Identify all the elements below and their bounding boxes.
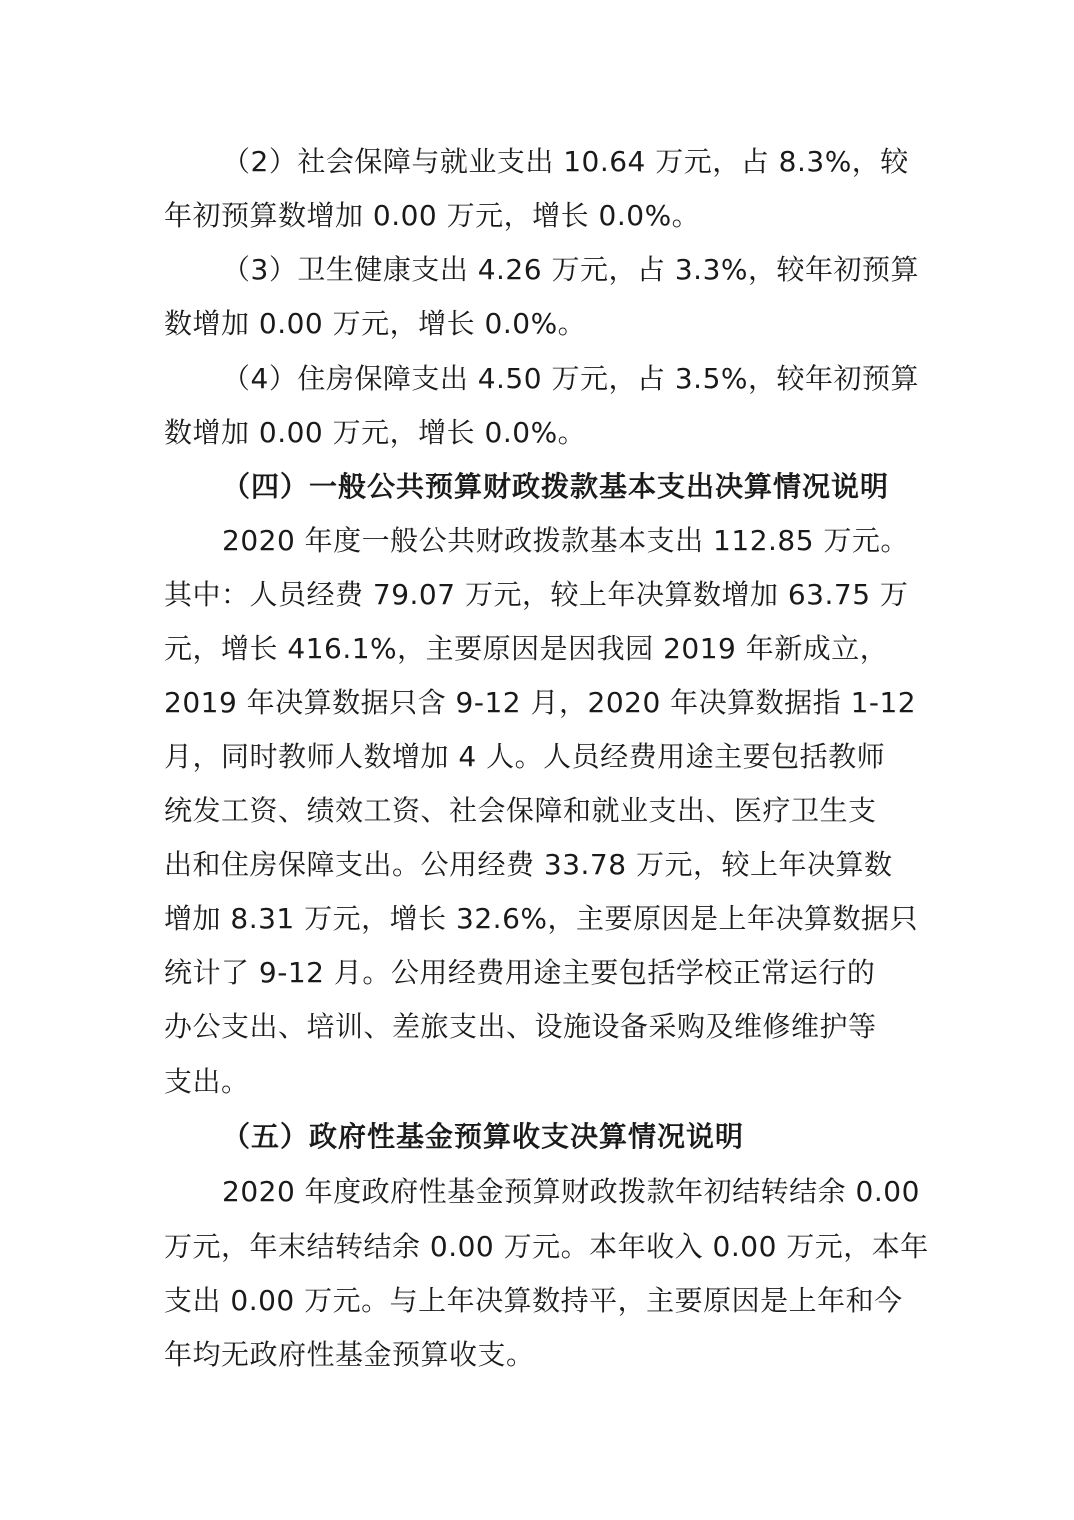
section-5-heading: （五）政府性基金预算收支决算情况说明 [222, 1120, 745, 1153]
section-5-line-4: 年均无政府性基金预算收支。 [164, 1338, 535, 1371]
paragraph-4-line-1: （4）住房保障支出 4.50 万元，占 3.5%，较年初预算 [222, 362, 919, 395]
section-5-line-3: 支出 0.00 万元。与上年决算数持平，主要原因是上年和今 [164, 1284, 903, 1317]
section-4-line-3: 元，增长 416.1%，主要原因是因我园 2019 年新成立， [164, 632, 889, 665]
section-4-line-4: 2019 年决算数据只含 9-12 月，2020 年决算数据指 1-12 [164, 686, 917, 719]
section-4-line-6: 统发工资、绩效工资、社会保障和就业支出、医疗卫生支 [164, 794, 877, 827]
paragraph-2-line-1: （2）社会保障与就业支出 10.64 万元，占 8.3%，较 [222, 145, 909, 178]
section-4-heading: （四）一般公共预算财政拨款基本支出决算情况说明 [222, 470, 890, 503]
section-4-line-11: 支出。 [164, 1065, 250, 1098]
section-4-line-1: 2020 年度一般公共财政拨款基本支出 112.85 万元。 [222, 524, 909, 557]
paragraph-3-line-2: 数增加 0.00 万元，增长 0.0%。 [164, 307, 587, 340]
paragraph-3-line-1: （3）卫生健康支出 4.26 万元，占 3.3%，较年初预算 [222, 253, 919, 286]
paragraph-2-line-2: 年初预算数增加 0.00 万元，增长 0.0%。 [164, 199, 701, 232]
section-4-line-2: 其中：人员经费 79.07 万元，较上年决算数增加 63.75 万 [164, 578, 909, 611]
section-4-line-7: 出和住房保障支出。公用经费 33.78 万元，较上年决算数 [164, 848, 893, 881]
section-4-line-10: 办公支出、培训、差旅支出、设施设备采购及维修维护等 [164, 1010, 877, 1043]
section-5-line-2: 万元，年末结转结余 0.00 万元。本年收入 0.00 万元，本年 [164, 1230, 929, 1263]
section-4-line-8: 增加 8.31 万元，增长 32.6%，主要原因是上年决算数据只 [164, 902, 918, 935]
section-4-line-5: 月，同时教师人数增加 4 人。人员经费用途主要包括教师 [164, 740, 886, 773]
section-4-line-9: 统计了 9-12 月。公用经费用途主要包括学校正常运行的 [164, 956, 876, 989]
section-5-line-1: 2020 年度政府性基金预算财政拨款年初结转结余 0.00 [222, 1175, 920, 1208]
paragraph-4-line-2: 数增加 0.00 万元，增长 0.0%。 [164, 416, 587, 449]
